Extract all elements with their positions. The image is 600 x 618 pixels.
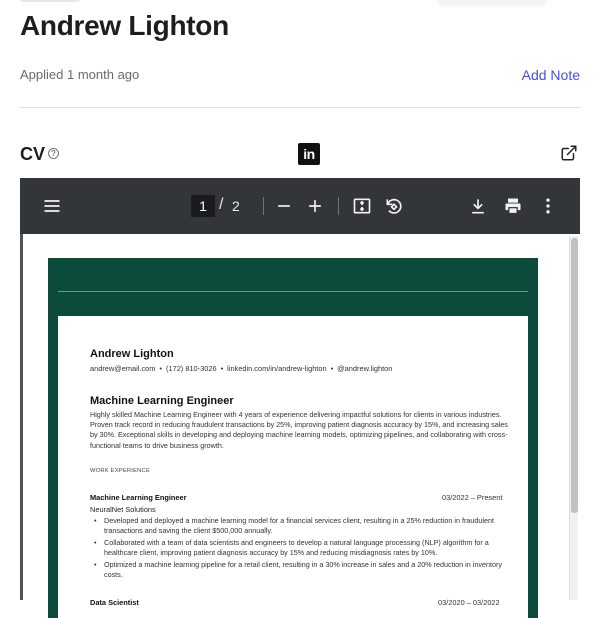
job-dates: 03/2020 – 03/2022 xyxy=(438,598,500,607)
viewer-left-edge xyxy=(20,234,23,600)
top-cropped-area xyxy=(0,0,600,6)
pdf-document-area[interactable] xyxy=(20,234,580,607)
resume-linkedin: linkedin.com/in/andrew-lighton xyxy=(227,364,327,373)
toolbar-divider xyxy=(338,197,339,215)
job-title: Machine Learning Engineer xyxy=(90,493,187,502)
resume-accent-line xyxy=(58,291,528,292)
print-icon[interactable] xyxy=(503,196,523,216)
more-vert-icon[interactable] xyxy=(538,196,558,216)
resume-email: andrew@email.com xyxy=(90,364,156,373)
resume-handle: @andrew.lighton xyxy=(337,364,393,373)
resume-phone: (172) 810-3026 xyxy=(166,364,217,373)
job-bullet: • Developed and deployed a machine learning model for a financial services client, resulting in a 25% reduction in fraudulent transactions and saving the client $500,000 annually. xyxy=(90,516,508,536)
job-title: Data Scientist xyxy=(90,598,139,607)
resume-page xyxy=(48,258,538,618)
cropped-action-chip[interactable] xyxy=(437,0,547,4)
zoom-out-icon[interactable] xyxy=(274,196,294,216)
rotate-icon[interactable] xyxy=(384,196,404,216)
job-bullets xyxy=(90,516,508,581)
download-icon[interactable] xyxy=(468,196,488,216)
cv-title: CV xyxy=(20,144,46,164)
pdf-toolbar xyxy=(20,178,580,234)
applied-date: Applied 1 month ago xyxy=(20,67,140,82)
cv-header xyxy=(20,140,580,168)
linkedin-icon[interactable]: in xyxy=(298,143,320,165)
add-note-link[interactable]: Add Note xyxy=(521,67,580,83)
page-number-input[interactable]: 1 xyxy=(191,195,215,217)
resume-border-left xyxy=(48,316,58,618)
candidate-name: Andrew Lighton xyxy=(20,10,229,41)
page-separator: / xyxy=(219,196,224,213)
job-dates: 03/2022 – Present xyxy=(442,493,503,502)
resume-border-right xyxy=(528,316,538,618)
cropped-breadcrumb xyxy=(20,0,80,2)
menu-icon[interactable] xyxy=(42,196,62,216)
job-company: NeuralNet Solutions xyxy=(90,505,156,514)
job-bullet: • Collaborated with a team of data scientists and engineers to develop a natural language processing (NLP) algorithm for a healthcare client, improving patient diagnosis accuracy by 15% and reducing misdiagnosis rates by 10%. xyxy=(90,538,508,558)
toolbar-divider xyxy=(263,197,264,215)
external-link-icon[interactable] xyxy=(560,144,578,162)
fit-page-icon[interactable] xyxy=(352,196,372,216)
pdf-scrollbar[interactable] xyxy=(569,236,578,600)
pdf-scroll-thumb[interactable] xyxy=(571,238,578,513)
resume-section-heading: WORK EXPERIENCE xyxy=(90,468,151,474)
total-pages: 2 xyxy=(232,198,240,214)
resume-summary: Highly skilled Machine Learning Engineer with 4 years of experience delivering impactful solutions for clients in various industries. Proven track record in reducing fraudulent transactions by 25%, improving patient diagnosis accuracy by 15%, and increasing sales by 30%. Exceptional skills in developing and deploying machine learning models, optimizing pipelines, and collaborating with cross-functional teams to drive business growth. xyxy=(90,410,508,450)
job-bullet: • Optimized a machine learning pipeline for a retail client, resulting in a 30% increase in sales and a 20% reduction in inventory costs. xyxy=(90,560,508,580)
pdf-viewer xyxy=(20,178,580,607)
resume-name: Andrew Lighton xyxy=(90,348,174,360)
section-divider xyxy=(20,107,580,108)
resume-headline: Machine Learning Engineer xyxy=(90,395,234,407)
question-circle-icon[interactable]: ? xyxy=(48,148,59,159)
zoom-in-icon[interactable] xyxy=(305,196,325,216)
resume-header-band xyxy=(48,258,538,316)
resume-contact: andrew@email.com • (172) 810-3026 • linkedin.com/in/andrew-lighton • @andrew.lighton xyxy=(90,364,393,373)
